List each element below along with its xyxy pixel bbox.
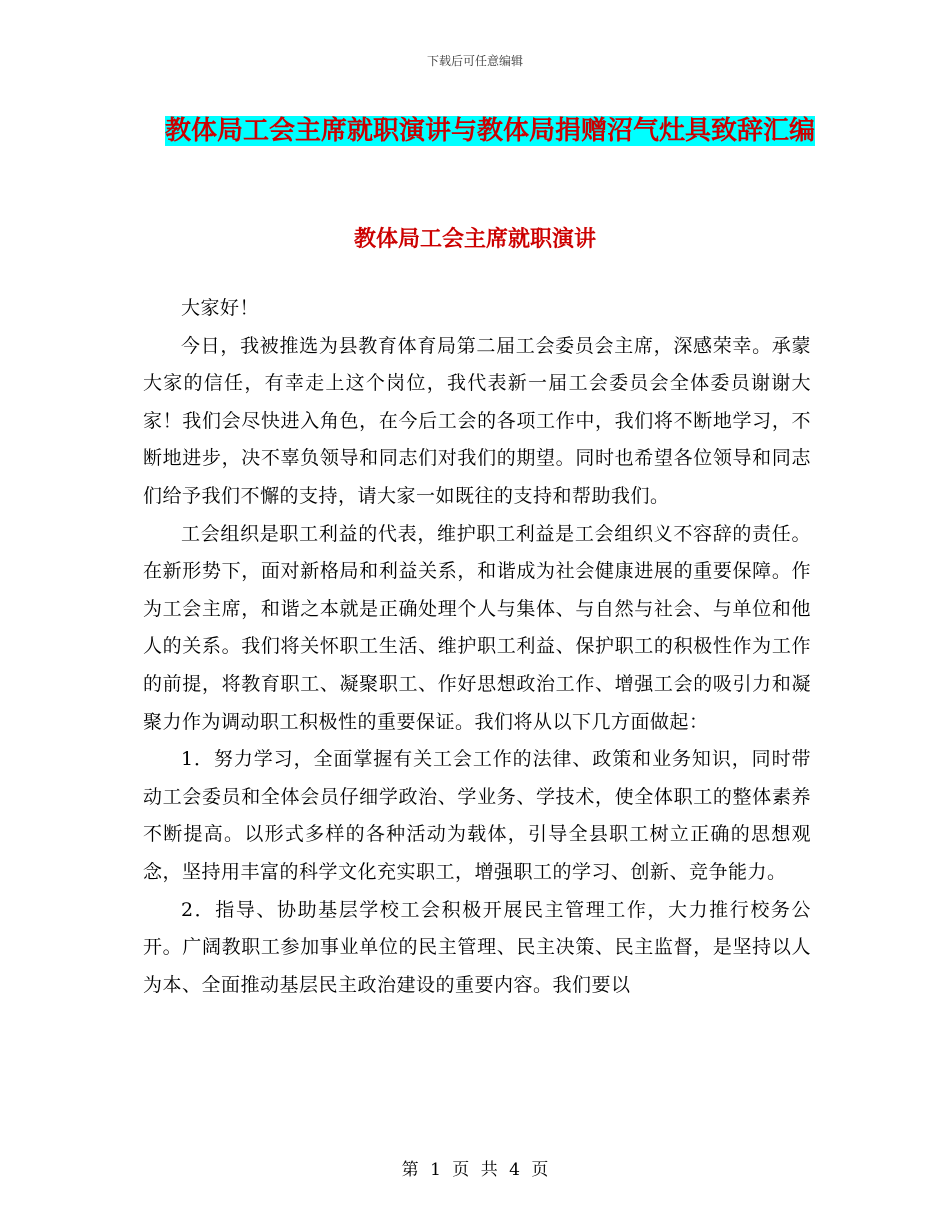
section-title: 教体局工会主席就职演讲 [353,227,596,252]
paragraph-greeting: 大家好！ [181,297,260,319]
paragraph: 今日，我被推选为县教育体育局第二届工会委员会主席，深感荣幸。承蒙大家的信任，有幸走上这个岗位，我代表新一届工会委员会全体委员谢谢大家！我们会尽快进入角色，在今后工会的各项工作中，我们将不断地学习，不断地进步，决不辜负领导和同志们对我们的期望。同时也希望各位领导和同志们给予我们不懈的支持，请大家一如既往的支持和帮助我们。 [143,334,811,507]
document-title [150,108,830,154]
page-footer: 第 1 页 共 4 页 [401,1160,549,1180]
paragraph: 1．努力学习，全面掌握有关工会工作的法律、政策和业务知识，同时带动工会委员和全体会员仔细学政治、学业务、学技术，使全体职工的整体素养不断提高。以形式多样的各种活动为载体，引导全县职工树立正确的思想观念，坚持用丰富的科学文化充实职工，增强职工的学习、创新、竞争能力。 [143,748,811,883]
paragraph: 工会组织是职工利益的代表，维护职工利益是工会组织义不容辞的责任。在新形势下，面对新格局和利益关系，和谐成为社会健康进展的重要保障。作为工会主席，和谐之本就是正确处理个人与集体、与自然与社会、与单位和他人的关系。我们将关怀职工生活、维护职工利益、保护职工的积极性作为工作的前提，将教育职工、凝聚职工、作好思想政治工作、增强工会的吸引力和凝聚力作为调动职工积极性的重要保证。我们将从以下几方面做起： [143,522,811,733]
document-title-text: 教体局工会主席就职演讲与教体局捐赠沼气灶具致辞汇编 [164,116,815,146]
body-text [143,290,811,1004]
header-note: 下载后可任意编辑 [426,54,523,68]
paragraph: 2．指导、协助基层学校工会积极开展民主管理工作，大力推行校务公开。广阔教职工参加事业单位的民主管理、民主决策、民主监督，是坚持以人为本、全面推动基层民主政治建设的重要内容。我们要以 [143,898,811,996]
